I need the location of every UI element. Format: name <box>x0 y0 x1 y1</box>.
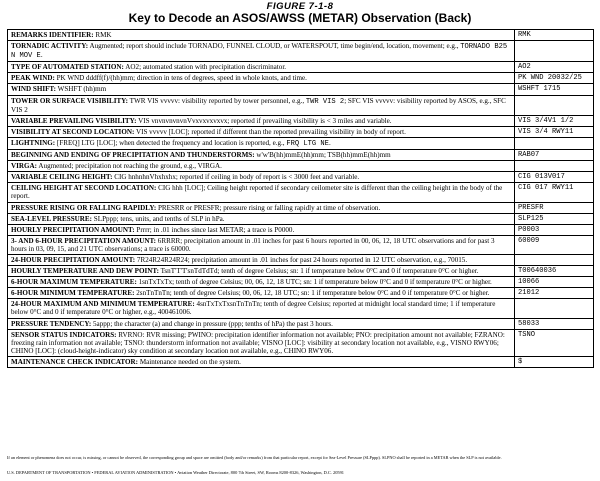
table-row <box>8 224 594 235</box>
row-name: BEGINNING AND ENDING OF PRECIPITATION AND THUNDERSTORMS: <box>11 151 255 160</box>
table-row <box>8 62 594 73</box>
row-description <box>8 213 515 224</box>
row-text: AO2; automated station with precipitation discriminator. <box>123 63 287 72</box>
row-description <box>8 73 515 84</box>
row-code-example: VIS 3/4V1 1/2 <box>515 115 594 126</box>
figure-label: FIGURE 7-1-8 <box>266 1 334 12</box>
row-text: 1snTxTxTx; tenth of degree Celsius; 00, 06, 12, 18 UTC; sn: 1 if temperature below 0°C and 0 if temperature 0°C or higher. <box>136 278 492 287</box>
row-name: VARIABLE PREVAILING VISIBILITY: <box>11 116 137 125</box>
table-row <box>8 356 594 367</box>
row-description <box>8 183 515 202</box>
row-name: TORNADIC ACTIVITY: <box>11 42 89 51</box>
table-row <box>8 202 594 213</box>
row-name: 24-HOUR MAXIMUM AND MINIMUM TEMPERATURE: <box>11 300 195 309</box>
table-row <box>8 115 594 126</box>
row-text-after: . <box>40 51 43 60</box>
row-description <box>8 41 515 62</box>
table-row <box>8 172 594 183</box>
row-inline-example: FRQ LTG NE <box>286 139 329 148</box>
row-text-after: . <box>328 138 331 147</box>
row-code-example: WSHFT 1715 <box>515 84 594 95</box>
footnote: If an element or phenomena does not occur, is missing, or cannot be observed, the corresponding group and space are omitted (body and/or remarks) from that particular report, except for Sea-Level Pressure (SLPppp). SLPNO shall be reported in a METAR when the SLP is not available. <box>7 455 502 460</box>
row-code-example: $ <box>515 356 594 367</box>
row-description <box>8 172 515 183</box>
row-text: Augmented; precipitation not reaching the ground, e.g., VIRGA. <box>37 162 222 171</box>
row-name: HOURLY PRECIPITATION AMOUNT: <box>11 225 135 234</box>
row-name: PRESSURE RISING OR FALLING RAPIDLY: <box>11 203 157 212</box>
row-text: PK WND dddff(f)/(hh)mm; direction in tens of degrees, speed in whole knots, and time. <box>54 74 307 83</box>
row-code-example: 60009 <box>515 235 594 254</box>
row-description <box>8 254 515 265</box>
row-text: 7R24R24R24R24; precipitation amount in .01 inches for past 24 hours reported in 12 UTC observation, e.g., 70015. <box>135 255 468 264</box>
row-text: CIG hhh [LOC]; Ceiling height reported if secondary ceilometer site is different than the ceiling height in the body of the report. <box>11 184 503 201</box>
table-row <box>8 329 594 356</box>
row-code-example <box>515 95 594 115</box>
table-row <box>8 161 594 172</box>
row-text: 5appp; the character (a) and change in pressure (ppp; tenths of hPa) the past 3 hours. <box>91 319 333 328</box>
table-row <box>8 277 594 288</box>
row-description <box>8 235 515 254</box>
table-row <box>8 126 594 137</box>
row-code-example <box>515 299 594 318</box>
row-text: WSHFT (hh)mm <box>56 85 107 94</box>
row-code-example: RAB07 <box>515 150 594 161</box>
row-name: REMARKS IDENTIFIER: <box>11 31 94 39</box>
row-description <box>8 62 515 73</box>
row-description <box>8 329 515 356</box>
row-code-example: P0003 <box>515 224 594 235</box>
table-row <box>8 30 594 41</box>
row-inline-example: TWR VIS 2 <box>305 97 345 106</box>
row-text: [FREQ] LTG [LOC]; when detected the frequency and location is reported, e.g., <box>55 138 287 147</box>
row-code-example: VIS 3/4 RWY11 <box>515 126 594 137</box>
row-text-after: ; SFC VIS vvvvv: visibility reported by ASOS, e.g., SFC VIS 2 <box>11 96 506 114</box>
row-code-example <box>515 161 594 172</box>
row-text: Prrrr; in .01 inches since last METAR; a trace is P0000. <box>134 225 295 234</box>
row-name: SENSOR STATUS INDICATORS: <box>11 330 117 339</box>
table-row <box>8 95 594 115</box>
row-name: TOWER OR SURFACE VISIBILITY: <box>11 96 129 105</box>
row-text: 2snTnTnTn; tenth of degree Celsius; 00, 06, 12, 18 UTC; sn: 1 if temperature below 0°C and 0 if temperature 0°C or higher. <box>134 289 490 298</box>
row-text: VIS vvvvv [LOC]; reported if different than the reported prevailing visibility in body of report. <box>134 127 406 136</box>
row-code-example: TSNO <box>515 329 594 356</box>
row-code-example <box>515 254 594 265</box>
footer: U.S. DEPARTMENT OF TRANSPORTATION • FEDERAL AVIATION ADMINISTRATION • Aviation Weather Directorate, 800 7th Street, SW, Rooms 8200-8326, Washington, D.C. 20591 <box>7 470 344 475</box>
row-text: TsnT'T'T'snTdTdTd; tenth of degree Celsius; sn: 1 if temperature below 0°C and 0 if temperature 0°C or higher. <box>158 267 479 276</box>
decode-key-rows <box>8 30 594 368</box>
row-text: 6RRRR; precipitation amount in .01 inches for past 6 hours reported in 00, 06, 12, 18 UTC observations and for past 3 hours in 03, 09, 15, and 21 UTC observations; a trace is 60000. <box>11 236 495 253</box>
page-title: Key to Decode an ASOS/AWSS (METAR) Observation (Back) <box>128 11 472 25</box>
row-text: VIS vnvnvnvnvnVvxvxvxvxvx; reported if prevailing visibility is < 3 miles and variable. <box>136 116 392 125</box>
row-name: 24-HOUR PRECIPITATION AMOUNT: <box>11 255 136 264</box>
row-name: PEAK WIND: <box>11 74 55 83</box>
row-name: CEILING HEIGHT AT SECOND LOCATION: <box>11 184 157 193</box>
row-code-example: CIG 017 RWY11 <box>515 183 594 202</box>
table-row <box>8 266 594 277</box>
row-description <box>8 30 515 41</box>
table-row <box>8 84 594 95</box>
row-code-example: RMK <box>515 30 594 41</box>
row-name: PRESSURE TENDENCY: <box>11 319 92 328</box>
row-description <box>8 161 515 172</box>
row-text: RMK <box>93 31 112 39</box>
row-description <box>8 277 515 288</box>
table-row <box>8 137 594 149</box>
row-text: TWR VIS vvvvv: visibility reported by tower personnel, e.g., <box>128 96 306 105</box>
table-row <box>8 288 594 299</box>
row-name: 6-HOUR MINIMUM TEMPERATURE: <box>11 289 135 298</box>
row-description <box>8 115 515 126</box>
row-name: HOURLY TEMPERATURE AND DEW POINT: <box>11 267 159 276</box>
row-description <box>8 126 515 137</box>
table-row <box>8 183 594 202</box>
row-description <box>8 318 515 329</box>
row-description <box>8 95 515 115</box>
row-inline-example: TORNADO B25 N MOV E <box>11 43 508 61</box>
row-description <box>8 150 515 161</box>
row-name: MAINTENANCE CHECK INDICATOR: <box>11 357 139 366</box>
row-name: SEA-LEVEL PRESSURE: <box>11 214 93 223</box>
row-text: CIG hnhnhnVhxhxhx; reported if ceiling in body of report is < 3000 feet and variable. <box>112 173 360 182</box>
row-name: 6-HOUR MAXIMUM TEMPERATURE: <box>11 278 137 287</box>
row-code-example: PK WND 20032/25 <box>515 73 594 84</box>
row-text: PRESRR or PRESFR; pressure rising or falling rapidly at time of observation. <box>156 203 381 212</box>
table-row <box>8 73 594 84</box>
row-text: Augmented; report should include TORNADO, FUNNEL CLOUD, or WATERSPOUT, time begin/end, location, movement; e.g., <box>88 42 461 51</box>
table-row <box>8 299 594 318</box>
table-row <box>8 254 594 265</box>
row-code-example: T00640036 <box>515 266 594 277</box>
row-name: WIND SHIFT: <box>11 85 56 94</box>
row-name: VARIABLE CEILING HEIGHT: <box>11 173 113 182</box>
table-row <box>8 318 594 329</box>
row-code-example: 58033 <box>515 318 594 329</box>
row-code-example <box>515 137 594 149</box>
row-code-example: AO2 <box>515 62 594 73</box>
decode-key-table <box>7 29 594 368</box>
row-name: 3- AND 6-HOUR PRECIPITATION AMOUNT: <box>11 236 157 245</box>
table-row <box>8 235 594 254</box>
row-text: w'w'B(hh)mmE(hh)mm; TSB(hh)mmE(hh)mm <box>254 151 391 160</box>
table-row <box>8 213 594 224</box>
row-description <box>8 356 515 367</box>
row-name: LIGHTNING: <box>11 138 56 147</box>
row-description <box>8 224 515 235</box>
row-text: RVRNO: RVR missing; PWINO: precipitation identifier information not available; PNO: precipitation amount not available; FZRANO: freezing rain information not available; TSNO: thunderstorm information not available; VISNO [LOC]: visibility at secondary location not available, e.g., VISNO RWY06; CHINO [LOC]: (cloud-height-indicator) sky condition at secondary location not available, e.g., CHINO RWY06. <box>11 330 505 355</box>
row-code-example: PRESFR <box>515 202 594 213</box>
row-description <box>8 137 515 149</box>
row-description <box>8 299 515 318</box>
row-description <box>8 266 515 277</box>
row-text: 4snTxTxTxsnTnTnTn; tenth of degree Celsius; reported at midnight local standard time; 1 if temperature below 0°C and 0 if temperature 0°C or higher, e.g., 400461006. <box>11 300 496 317</box>
row-description <box>8 288 515 299</box>
row-code-example: 10066 <box>515 277 594 288</box>
row-code-example: 21012 <box>515 288 594 299</box>
row-text: SLPppp; tens, units, and tenths of SLP in hPa. <box>92 214 225 223</box>
row-description <box>8 84 515 95</box>
row-description <box>8 202 515 213</box>
table-row <box>8 41 594 62</box>
row-code-example: SLP125 <box>515 213 594 224</box>
row-code-example: CIG 013V017 <box>515 172 594 183</box>
row-name: VISIBILITY AT SECOND LOCATION: <box>11 127 135 136</box>
table-row <box>8 150 594 161</box>
row-text: Maintenance needed on the system. <box>138 357 241 366</box>
row-name: TYPE OF AUTOMATED STATION: <box>11 63 124 72</box>
row-code-example <box>515 41 594 62</box>
row-name: VIRGA: <box>11 162 38 171</box>
